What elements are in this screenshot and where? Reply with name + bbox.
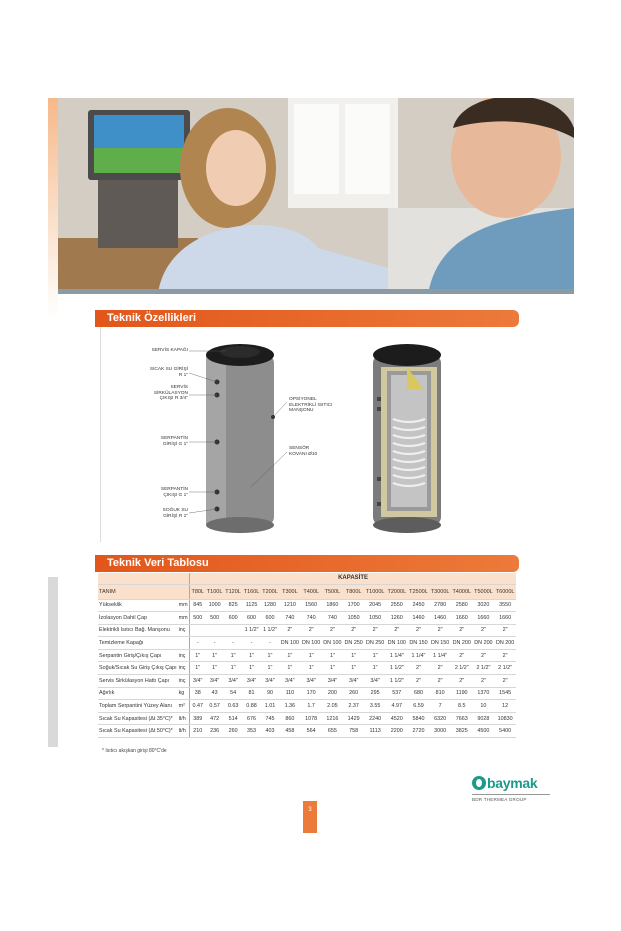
- table-cell: 10830: [494, 712, 516, 725]
- table-cell: 1660: [451, 612, 473, 625]
- row-label: Soğuk/Sıcak Su Giriş Çıkış Çapı: [98, 662, 178, 675]
- model-header: T100L: [205, 584, 223, 599]
- table-cell: 0.47: [190, 700, 206, 713]
- table-cell: 200: [322, 687, 343, 700]
- table-cell: 1113: [364, 725, 386, 738]
- table-cell: 860: [279, 712, 300, 725]
- table-cell: DN 100: [279, 637, 300, 650]
- table-cell: 1 1/4": [429, 649, 451, 662]
- table-cell: 2": [408, 624, 430, 637]
- table-cell: 1660: [494, 612, 516, 625]
- table-cell: 236: [205, 725, 223, 738]
- label-hot-water-inlet: SICAK SU GİRİŞİ R 1": [149, 367, 188, 378]
- table-cell: 3/4": [322, 675, 343, 688]
- model-header: T80L: [190, 584, 206, 599]
- model-header: T5000L: [473, 584, 495, 599]
- table-cell: 5840: [408, 712, 430, 725]
- table-cell: 1460: [429, 612, 451, 625]
- table-cell: 210: [190, 725, 206, 738]
- table-cell: 2450: [408, 599, 430, 612]
- table-cell: 12: [494, 700, 516, 713]
- table-cell: 2580: [451, 599, 473, 612]
- section-header-technical-data: [95, 555, 519, 572]
- table-cell: 0.57: [205, 700, 223, 713]
- table-footnote: * Isıtıcı akışkan girişi 80°C'de: [102, 748, 167, 754]
- table-cell: 1": [224, 662, 242, 675]
- table-cell: 472: [205, 712, 223, 725]
- table-cell: 2": [408, 675, 430, 688]
- table-cell: 740: [301, 612, 322, 625]
- table-cell: 655: [322, 725, 343, 738]
- table-cell: 2": [343, 624, 364, 637]
- table-row: [98, 599, 516, 612]
- row-unit: mm: [178, 612, 190, 625]
- table-cell: 3/4": [224, 675, 242, 688]
- table-cell: 1": [322, 662, 343, 675]
- table-cell: 403: [261, 725, 279, 738]
- table-cell: 2.05: [322, 700, 343, 713]
- label-cold-water-inlet: SOĞUK SU GİRİŞİ R 1": [162, 508, 188, 519]
- table-cell: 758: [343, 725, 364, 738]
- table-cell: 676: [242, 712, 260, 725]
- row-label: Yükseklik: [98, 599, 178, 612]
- table-cell: 1 1/4": [386, 649, 408, 662]
- table-cell: 3550: [494, 599, 516, 612]
- label-coil-inlet: SERPANTİN GİRİŞİ G 1": [160, 436, 188, 447]
- table-cell: 7: [429, 700, 451, 713]
- table-cell: 2 1/2": [451, 662, 473, 675]
- table-cell: 3825: [451, 725, 473, 738]
- table-cell: 2": [473, 624, 495, 637]
- model-header: T200L: [261, 584, 279, 599]
- decorative-side-bar: [48, 577, 58, 747]
- table-cell: 2": [429, 624, 451, 637]
- table-cell: 600: [261, 612, 279, 625]
- table-cell: 1125: [242, 599, 260, 612]
- brand-group: BDR THERMEA GROUP: [472, 797, 527, 802]
- table-cell: 4500: [473, 725, 495, 738]
- table-cell: 2": [301, 624, 322, 637]
- row-unit: kg: [178, 687, 190, 700]
- table-cell: 1700: [343, 599, 364, 612]
- table-cell: 5400: [494, 725, 516, 738]
- table-cell: 1860: [322, 599, 343, 612]
- label-optional-heater: OPSİYONEL ELEKTRİKLİ ISITICI MANŞONU: [289, 397, 333, 413]
- table-cell: [190, 624, 206, 637]
- row-unit: inç: [178, 662, 190, 675]
- table-cell: 3/4": [301, 675, 322, 688]
- table-cell: 2": [322, 624, 343, 637]
- table-cell: 2240: [364, 712, 386, 725]
- table-cell: 1": [343, 649, 364, 662]
- table-cell: DN 250: [364, 637, 386, 650]
- table-cell: 1460: [408, 612, 430, 625]
- table-cell: 90: [261, 687, 279, 700]
- table-cell: 2045: [364, 599, 386, 612]
- table-cell: 1": [242, 649, 260, 662]
- table-row: [98, 687, 516, 700]
- table-cell: 2.37: [343, 700, 364, 713]
- table-cell: 2780: [429, 599, 451, 612]
- table-cell: 54: [224, 687, 242, 700]
- brand-name: baymak: [472, 775, 552, 791]
- table-cell: 1216: [322, 712, 343, 725]
- table-cell: 1": [364, 662, 386, 675]
- table-cell: 2": [429, 662, 451, 675]
- row-unit: [178, 637, 190, 650]
- table-cell: 680: [408, 687, 430, 700]
- table-cell: 2": [494, 649, 516, 662]
- table-cell: -: [224, 637, 242, 650]
- table-cell: DN 100: [301, 637, 322, 650]
- table-cell: 740: [322, 612, 343, 625]
- table-cell: 1 1/2": [242, 624, 260, 637]
- table-cell: 110: [279, 687, 300, 700]
- table-cell: 1": [205, 662, 223, 675]
- table-cell: 7663: [451, 712, 473, 725]
- header-tanim: TANIM: [98, 584, 190, 599]
- table-cell: 6.59: [408, 700, 430, 713]
- table-cell: 1210: [279, 599, 300, 612]
- row-unit: inç: [178, 675, 190, 688]
- brand-divider: [472, 794, 550, 795]
- table-cell: -: [190, 637, 206, 650]
- row-label: İzolasyon Dahil Çap: [98, 612, 178, 625]
- table-cell: 500: [190, 612, 206, 625]
- table-cell: 1": [343, 662, 364, 675]
- table-cell: 8.5: [451, 700, 473, 713]
- row-label: Sıcak Su Kapasitesi (Δt 35°C)*: [98, 712, 178, 725]
- table-cell: 2": [451, 675, 473, 688]
- table-cell: 3/4": [279, 675, 300, 688]
- table-cell: 2 1/2": [473, 662, 495, 675]
- table-cell: 38: [190, 687, 206, 700]
- table-cell: 2720: [408, 725, 430, 738]
- table-cell: 1 1/2": [386, 662, 408, 675]
- decorative-edge: [48, 98, 58, 318]
- table-cell: 1": [364, 649, 386, 662]
- row-unit: lt/h: [178, 725, 190, 738]
- model-header: T2000L: [386, 584, 408, 599]
- table-cell: 500: [205, 612, 223, 625]
- row-label: Temizleme Kapağı: [98, 637, 178, 650]
- table-cell: 3/4": [343, 675, 364, 688]
- row-unit: lt/h: [178, 712, 190, 725]
- table-cell: 3/4": [190, 675, 206, 688]
- table-row: [98, 624, 516, 637]
- table-cell: 1078: [301, 712, 322, 725]
- table-cell: 1 1/4": [408, 649, 430, 662]
- table-cell: 3000: [429, 725, 451, 738]
- table-cell: -: [261, 637, 279, 650]
- table-cell: 1050: [364, 612, 386, 625]
- model-header: T300L: [279, 584, 300, 599]
- row-unit: inç: [178, 649, 190, 662]
- table-cell: 1": [301, 649, 322, 662]
- table-cell: 3/4": [261, 675, 279, 688]
- table-cell: DN 200: [473, 637, 495, 650]
- table-cell: -: [205, 637, 223, 650]
- label-sensor-pocket: SENSÖR KOVANI Ø10: [289, 446, 318, 457]
- model-header: T4000L: [451, 584, 473, 599]
- row-label: Sıcak Su Kapasitesi (Δt 50°C)*: [98, 725, 178, 738]
- table-cell: 2": [279, 624, 300, 637]
- table-cell: 2": [451, 649, 473, 662]
- table-cell: 2": [494, 624, 516, 637]
- model-header: T120L: [224, 584, 242, 599]
- table-cell: 1429: [343, 712, 364, 725]
- table-cell: 514: [224, 712, 242, 725]
- model-header: T160L: [242, 584, 260, 599]
- table-cell: 2": [429, 675, 451, 688]
- section-header-technical-features: [95, 310, 519, 327]
- table-cell: 2": [473, 675, 495, 688]
- photo-underline: [58, 289, 574, 294]
- table-cell: 1": [205, 649, 223, 662]
- row-label: Elektrikli Isıtıcı Bağ. Manşonu: [98, 624, 178, 637]
- table-cell: 825: [224, 599, 242, 612]
- table-cell: 353: [242, 725, 260, 738]
- table-cell: 1": [279, 662, 300, 675]
- table-cell: 3.55: [364, 700, 386, 713]
- table-cell: 260: [343, 687, 364, 700]
- table-cell: 0.88: [242, 700, 260, 713]
- table-cell: 1660: [473, 612, 495, 625]
- brand-logo: [472, 775, 552, 802]
- table-cell: 1": [322, 649, 343, 662]
- table-cell: 170: [301, 687, 322, 700]
- table-cell: DN 150: [429, 637, 451, 650]
- table-cell: 9028: [473, 712, 495, 725]
- table-cell: 0.63: [224, 700, 242, 713]
- table-cell: 1190: [451, 687, 473, 700]
- table-cell: 1260: [386, 612, 408, 625]
- row-label: Serpantin Giriş/Çıkış Çapı: [98, 649, 178, 662]
- table-cell: DN 100: [386, 637, 408, 650]
- table-cell: 81: [242, 687, 260, 700]
- table-header-row: [98, 573, 516, 584]
- table-cell: 1560: [301, 599, 322, 612]
- header-capacity: KAPASİTE: [190, 573, 516, 584]
- table-cell: 564: [301, 725, 322, 738]
- table-cell: 1": [190, 649, 206, 662]
- model-header: T3000L: [429, 584, 451, 599]
- label-coil-outlet: SERPANTİN ÇIKIŞI G 1": [160, 487, 188, 498]
- table-cell: DN 200: [494, 637, 516, 650]
- table-cell: 2200: [386, 725, 408, 738]
- table-cell: 537: [386, 687, 408, 700]
- table-cell: 1 1/2": [261, 624, 279, 637]
- table-cell: 2": [408, 662, 430, 675]
- table-cell: 4.97: [386, 700, 408, 713]
- table-cell: [224, 624, 242, 637]
- table-cell: 1": [224, 649, 242, 662]
- row-label: Servis Sirkülasyon Hattı Çapı: [98, 675, 178, 688]
- table-cell: 3/4": [205, 675, 223, 688]
- row-label: Ağırlık: [98, 687, 178, 700]
- table-cell: 2550: [386, 599, 408, 612]
- model-header: T500L: [322, 584, 343, 599]
- table-cell: 2": [494, 675, 516, 688]
- table-cell: 1": [261, 662, 279, 675]
- model-header: T800L: [343, 584, 364, 599]
- table-row: [98, 700, 516, 713]
- table-row: [98, 637, 516, 650]
- table-row: [98, 649, 516, 662]
- table-row: [98, 712, 516, 725]
- model-header: T400L: [301, 584, 322, 599]
- table-cell: 1": [261, 649, 279, 662]
- table-cell: DN 200: [451, 637, 473, 650]
- table-cell: 2": [386, 624, 408, 637]
- table-cell: 260: [224, 725, 242, 738]
- table-cell: 1545: [494, 687, 516, 700]
- table-cell: 1.36: [279, 700, 300, 713]
- row-unit: m²: [178, 700, 190, 713]
- table-cell: 1 1/2": [386, 675, 408, 688]
- table-cell: 1280: [261, 599, 279, 612]
- table-cell: [205, 624, 223, 637]
- row-label: Toplam Serpantini Yüzey Alanı: [98, 700, 178, 713]
- table-row: [98, 725, 516, 738]
- table-cell: 1": [301, 662, 322, 675]
- table-cell: DN 150: [408, 637, 430, 650]
- model-header: T6000L: [494, 584, 516, 599]
- table-cell: DN 100: [322, 637, 343, 650]
- table-cell: 810: [429, 687, 451, 700]
- table-cell: 600: [224, 612, 242, 625]
- table-cell: 2": [473, 649, 495, 662]
- section-title: Teknik Veri Tablosu: [107, 557, 209, 569]
- table-cell: 600: [242, 612, 260, 625]
- table-model-row: [98, 584, 516, 599]
- table-cell: 2 1/2": [494, 662, 516, 675]
- table-cell: 1": [242, 662, 260, 675]
- table-cell: 1": [190, 662, 206, 675]
- model-header: T1000L: [364, 584, 386, 599]
- table-cell: 1000: [205, 599, 223, 612]
- row-unit: inç: [178, 624, 190, 637]
- label-service-circulation: SERVİS SİRKÜLASYON ÇIKIŞI R 3/4": [153, 385, 188, 401]
- table-cell: DN 250: [343, 637, 364, 650]
- table-cell: 1050: [343, 612, 364, 625]
- table-row: [98, 612, 516, 625]
- table-cell: 1.7: [301, 700, 322, 713]
- hero-photo: [58, 98, 574, 294]
- baymak-mark-icon: [472, 776, 486, 790]
- model-header: T2500L: [408, 584, 430, 599]
- table-cell: 1": [279, 649, 300, 662]
- table-cell: 2": [364, 624, 386, 637]
- row-unit: mm: [178, 599, 190, 612]
- page-number: 3: [303, 801, 317, 833]
- table-cell: 740: [279, 612, 300, 625]
- table-cell: 3020: [473, 599, 495, 612]
- technical-data-table: [98, 573, 516, 738]
- table-cell: 1370: [473, 687, 495, 700]
- table-cell: -: [242, 637, 260, 650]
- table-cell: 745: [261, 712, 279, 725]
- table-cell: 2": [451, 624, 473, 637]
- table-cell: 4520: [386, 712, 408, 725]
- tank-diagram: [100, 327, 520, 542]
- table-row: [98, 662, 516, 675]
- section-title: Teknik Özellikleri: [107, 312, 197, 324]
- table-cell: 389: [190, 712, 206, 725]
- header-empty: [98, 573, 190, 584]
- table-cell: 10: [473, 700, 495, 713]
- table-cell: 43: [205, 687, 223, 700]
- table-cell: 295: [364, 687, 386, 700]
- table-cell: 458: [279, 725, 300, 738]
- table-cell: 1.01: [261, 700, 279, 713]
- table-row: [98, 675, 516, 688]
- label-service-cover: SERVİS KAPAĞI: [151, 348, 188, 353]
- table-cell: 845: [190, 599, 206, 612]
- table-cell: 6320: [429, 712, 451, 725]
- table-cell: 3/4": [242, 675, 260, 688]
- table-cell: 3/4": [364, 675, 386, 688]
